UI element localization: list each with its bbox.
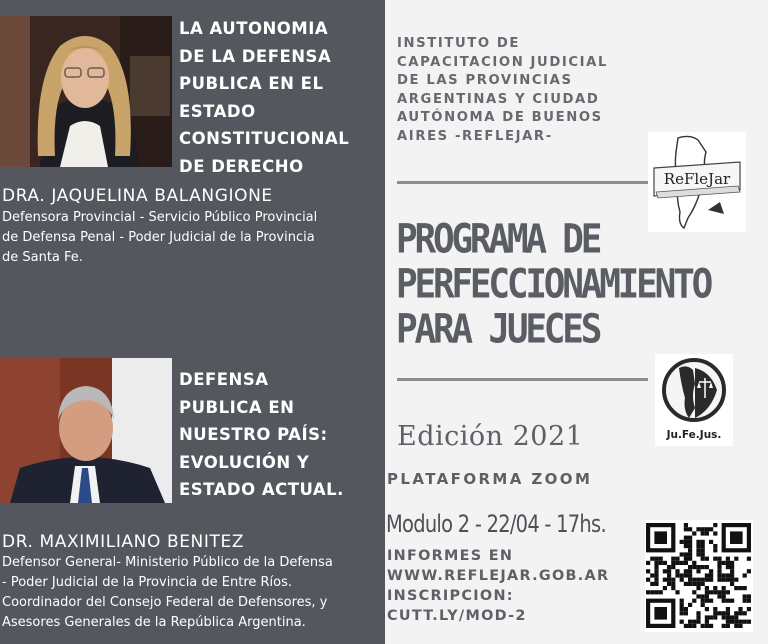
talk-1-title-line: CONSTITUCIONAL <box>179 129 350 148</box>
talk-1-title-line: DE LA DEFENSA <box>179 46 332 66</box>
speaker-1-name: DRA. JAQUELINA BALANGIONE <box>2 186 273 206</box>
qr-code[interactable] <box>645 520 753 632</box>
institute-line: ARGENTINAS Y CIUDAD <box>397 91 600 107</box>
institute-line: AUTÓNOMA DE BUENOS <box>397 110 603 125</box>
module-date-time: Modulo 2 - 22/04 - 17hs. <box>386 510 606 538</box>
info-line: INSCRIPCION: <box>387 588 514 604</box>
program-title-line: PROGRAMA DE <box>396 216 600 263</box>
speaker-2-role-line: Defensor General- Ministerio Público de la Defensa <box>2 555 333 570</box>
speaker-2-name: DR. MAXIMILIANO BENITEZ <box>2 532 245 552</box>
reflejar-logo-text: ReFleJar <box>663 170 731 188</box>
talk-2-title <box>179 366 344 504</box>
talk-1-title-line: LA AUTONOMIA <box>179 19 329 38</box>
institute-line: AIRES -REFLEJAR- <box>397 128 553 144</box>
speaker-1-role-line: de Santa Fe. <box>2 250 83 265</box>
info-link[interactable]: WWW.REFLEJAR.GOB.AR <box>387 568 610 584</box>
speaker-2-role-line: - Poder Judicial de la Provincia de Entre Ríos. <box>2 575 293 590</box>
program-title <box>396 218 710 352</box>
talk-2-title-line: EVOLUCIÓN Y <box>179 452 310 472</box>
talk-2-title-line: DEFENSA <box>179 370 269 389</box>
institute-line: CAPACITACION JUDICIAL <box>397 54 608 70</box>
talk-1-title-line: DE DERECHO <box>179 156 304 176</box>
divider-top <box>397 181 648 184</box>
jufejus-logo <box>655 354 733 446</box>
reflejar-logo <box>648 132 746 232</box>
registration-link[interactable]: CUTT.LY/MOD-2 <box>387 608 527 624</box>
institute-line: INSTITUTO DE <box>397 36 520 51</box>
speaker-2-role <box>2 553 333 633</box>
talk-2-title-line: NUESTRO PAÍS: <box>179 425 328 444</box>
institute-name <box>397 35 647 146</box>
talk-2-title-line: PUBLICA EN <box>179 397 295 417</box>
info-line: INFORMES EN <box>387 548 514 564</box>
speaker-1-role <box>2 208 317 268</box>
info-block <box>387 546 609 626</box>
talk-2-title-line: ESTADO ACTUAL. <box>179 480 344 499</box>
speaker-1-photo <box>0 16 172 167</box>
program-title-line: PARA JUECES <box>396 306 600 353</box>
platform-label: PLATAFORMA ZOOM <box>387 470 593 488</box>
institute-line: DE LAS PROVINCIAS <box>397 73 573 88</box>
divider-middle <box>397 378 648 381</box>
speaker-2-role-line: Asesores Generales de la República Argentina. <box>2 615 306 630</box>
speaker-2-role-line: Coordinador del Consejo Federal de Defensores, y <box>2 595 328 610</box>
talk-1-title <box>179 15 349 180</box>
speaker-1-role-line: Defensora Provincial - Servicio Público Provincial <box>2 210 318 225</box>
speaker-2-photo <box>0 358 172 503</box>
talk-1-title-line: PUBLICA EN EL <box>179 74 324 93</box>
program-title-line: PERFECCIONAMIENTO <box>396 261 711 308</box>
jufejus-logo-text: Ju.Fe.Jus. <box>666 429 722 441</box>
edition-label: Edición 2021 <box>397 421 584 452</box>
speaker-1-role-line: de Defensa Penal - Poder Judicial de la Provincia <box>2 230 315 245</box>
talk-1-title-line: ESTADO <box>179 101 256 121</box>
